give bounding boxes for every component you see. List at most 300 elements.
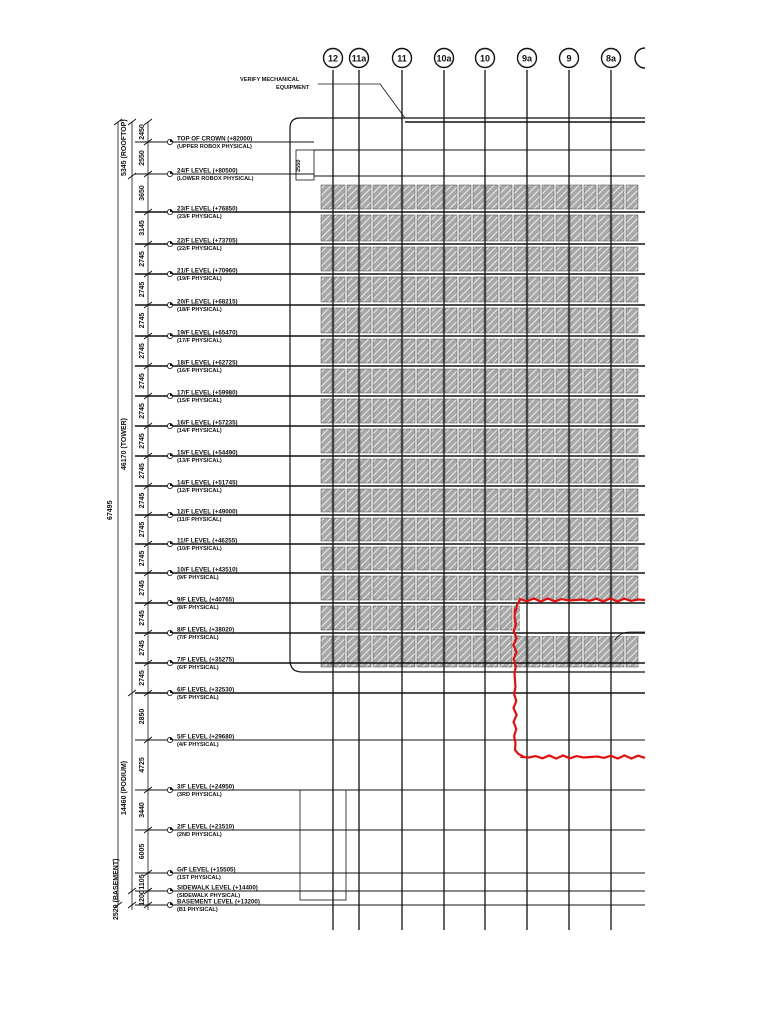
level-subtitle: (9/F PHYSICAL): [177, 575, 219, 581]
curtain-panel: [417, 215, 429, 241]
curtain-panel: [556, 489, 568, 512]
floor-dimension: 2745: [139, 610, 146, 626]
curtain-panel: [570, 489, 582, 512]
curtain-panel: [431, 185, 443, 209]
curtain-panel: [334, 459, 345, 483]
curtain-panel: [373, 185, 387, 209]
curtain-panel: [389, 459, 401, 483]
curtain-panel: [584, 185, 596, 209]
curtain-panel: [373, 547, 387, 570]
curtain-panel: [445, 247, 457, 271]
level-subtitle: (22/F PHYSICAL): [177, 246, 222, 252]
curtain-panel: [556, 518, 568, 541]
level-marker-fill: [170, 363, 173, 366]
curtain-panel: [403, 429, 415, 453]
curtain-panel: [626, 399, 638, 423]
curtain-panel: [321, 547, 332, 570]
curtain-panel: [431, 606, 443, 630]
curtain-panel: [570, 547, 582, 570]
curtain-panel: [528, 429, 540, 453]
level-subtitle: (2ND PHYSICAL): [177, 832, 222, 838]
curtain-panel: [347, 369, 358, 393]
curtain-panel: [321, 215, 332, 241]
floor-dimension: 2745: [139, 492, 146, 509]
curtain-panel: [417, 459, 429, 483]
curtain-panel: [514, 459, 526, 483]
curtain-panel: [417, 576, 429, 600]
curtain-panel: [389, 489, 401, 512]
curtain-panel: [459, 459, 471, 483]
level-subtitle: (B1 PHYSICAL): [177, 907, 218, 913]
curtain-panel: [598, 215, 610, 241]
curtain-panel: [570, 459, 582, 483]
floor-dimension: 2745: [139, 281, 146, 298]
curtain-panel: [612, 459, 624, 483]
curtain-panel: [473, 429, 484, 453]
level-subtitle: (18/F PHYSICAL): [177, 307, 222, 313]
zone-podium: 14460 (PODIUM): [121, 760, 128, 815]
podium-box: [300, 790, 346, 900]
level-marker-fill: [170, 423, 173, 426]
curtain-panel: [570, 399, 582, 423]
curtain-panel: [486, 606, 498, 630]
curtain-panel: [334, 606, 345, 630]
level-marker-fill: [170, 302, 173, 305]
level-title: 11/F LEVEL (+46255): [177, 537, 238, 545]
level-subtitle: (7/F PHYSICAL): [177, 635, 219, 641]
curtain-panel: [556, 369, 568, 393]
curtain-panel: [373, 339, 387, 363]
level-title: 9/F LEVEL (+40765): [177, 596, 235, 604]
level-title: 23/F LEVEL (+76850): [177, 205, 238, 213]
curtain-panel: [542, 369, 554, 393]
curtain-panel: [486, 247, 498, 271]
curtain-panel: [445, 369, 457, 393]
curtain-panel: [500, 369, 512, 393]
level-marker-fill: [170, 209, 173, 212]
curtain-panel: [598, 185, 610, 209]
grid-bubble-label: 12: [327, 53, 339, 64]
curtain-panel: [360, 339, 371, 363]
curtain-panel: [373, 518, 387, 541]
curtain-panel: [459, 429, 471, 453]
curtain-panel: [321, 277, 332, 302]
curtain-panel: [528, 399, 540, 423]
curtain-panel: [459, 185, 471, 209]
curtain-panel: [334, 518, 345, 541]
curtain-panel: [389, 185, 401, 209]
curtain-panel: [584, 459, 596, 483]
level-subtitle: (LOWER ROBOX PHYSICAL): [177, 176, 254, 182]
level-title: 6/F LEVEL (+32530): [177, 686, 235, 694]
level-marker-fill: [170, 393, 173, 396]
curtain-panel: [598, 518, 610, 541]
curtain-panel: [598, 339, 610, 363]
curtain-panel: [431, 459, 443, 483]
level-marker-fill: [170, 690, 173, 693]
curtain-panel: [347, 277, 358, 302]
curtain-panel: [542, 185, 554, 209]
curtain-panel: [514, 518, 526, 541]
curtain-panel: [626, 489, 638, 512]
level-marker-fill: [170, 787, 173, 790]
curtain-panel: [431, 339, 443, 363]
curtain-panel: [598, 247, 610, 271]
curtain-panel: [584, 518, 596, 541]
curtain-panel: [473, 489, 484, 512]
curtain-panel: [459, 606, 471, 630]
level-marker-fill: [170, 600, 173, 603]
curtain-panel: [389, 429, 401, 453]
curtain-panel: [556, 215, 568, 241]
curtain-panel: [514, 576, 526, 600]
curtain-panel: [347, 215, 358, 241]
curtain-panel: [612, 215, 624, 241]
curtain-panel: [570, 185, 582, 209]
curtain-panel: [584, 399, 596, 423]
curtain-panel: [514, 399, 526, 423]
curtain-panel: [500, 308, 512, 333]
curtain-panel: [570, 247, 582, 271]
curtain-panel: [417, 247, 429, 271]
level-marker-fill: [170, 902, 173, 905]
curtain-panel: [514, 489, 526, 512]
curtain-panel: [570, 277, 582, 302]
curtain-panel: [347, 489, 358, 512]
curtain-panel: [403, 247, 415, 271]
curtain-panel: [514, 429, 526, 453]
curtain-panel: [626, 215, 638, 241]
curtain-panel: [445, 459, 457, 483]
level-title: 15/F LEVEL (+54490): [177, 449, 238, 457]
curtain-panel: [473, 606, 484, 630]
grid-bubble-label: 11a: [351, 53, 367, 64]
floor-dimension: 2745: [139, 640, 146, 656]
floor-dimension: 2745: [139, 670, 146, 686]
curtain-panel: [417, 339, 429, 363]
curtain-panel: [373, 308, 387, 333]
curtain-panel: [403, 606, 415, 630]
level-title: 8/F LEVEL (+38020): [177, 626, 235, 634]
curtain-panel: [459, 308, 471, 333]
curtain-panel: [612, 277, 624, 302]
curtain-panel: [486, 518, 498, 541]
curtain-panel: [473, 547, 484, 570]
floor-dimension: 4725: [139, 757, 146, 773]
curtain-panel: [334, 399, 345, 423]
curtain-panel: [500, 399, 512, 423]
curtain-panel: [389, 339, 401, 363]
curtain-panel: [473, 369, 484, 393]
grid-bubble-label: 8a: [605, 53, 617, 64]
level-subtitle: (12/F PHYSICAL): [177, 488, 222, 494]
floor-dimension: 3145: [139, 220, 146, 236]
curtain-panel: [486, 429, 498, 453]
curtain-panel: [514, 547, 526, 570]
curtain-panel: [612, 489, 624, 512]
grid-bubble-label: 9: [566, 53, 572, 64]
curtain-panel: [486, 339, 498, 363]
level-marker-fill: [170, 888, 173, 891]
curtain-panel: [334, 277, 345, 302]
curtain-panel: [459, 247, 471, 271]
level-subtitle: (5/F PHYSICAL): [177, 695, 219, 701]
curtain-panel: [445, 215, 457, 241]
curtain-panel: [445, 429, 457, 453]
curtain-panel: [403, 185, 415, 209]
curtain-panel: [459, 277, 471, 302]
curtain-panel: [321, 185, 332, 209]
curtain-panel: [403, 369, 415, 393]
level-subtitle: (23/F PHYSICAL): [177, 214, 222, 220]
zone-basement: 2520 (BASEMENT): [113, 858, 120, 920]
curtain-panel: [598, 277, 610, 302]
curtain-panel: [403, 576, 415, 600]
curtain-panel: [445, 399, 457, 423]
level-subtitle: (14/F PHYSICAL): [177, 428, 222, 434]
curtain-panel: [389, 369, 401, 393]
floor-dimension: 2745: [139, 403, 146, 419]
curtain-panel: [626, 459, 638, 483]
curtain-panel: [473, 247, 484, 271]
curtain-panel: [612, 518, 624, 541]
level-marker-fill: [170, 660, 173, 663]
level-title: 12/F LEVEL (+49000): [177, 508, 238, 516]
curtain-panel: [598, 489, 610, 512]
curtain-panel: [360, 247, 371, 271]
curtain-panel: [528, 215, 540, 241]
curtain-panel: [626, 339, 638, 363]
floor-dimension: 2745: [139, 521, 146, 538]
curtain-panel: [445, 518, 457, 541]
curtain-panel: [431, 247, 443, 271]
curtain-panel: [612, 369, 624, 393]
zone-tower: 46170 (TOWER): [121, 418, 128, 470]
floor-dimension: 2745: [139, 433, 146, 449]
curtain-panel: [373, 459, 387, 483]
curtain-panel: [626, 547, 638, 570]
curtain-panel: [459, 547, 471, 570]
curtain-panel: [347, 339, 358, 363]
curtain-panel: [500, 459, 512, 483]
curtain-panel: [612, 247, 624, 271]
level-title: G/F LEVEL (+15505): [177, 866, 236, 874]
curtain-panel: [626, 576, 638, 600]
curtain-panel: [584, 369, 596, 393]
curtain-panel: [528, 489, 540, 512]
curtain-panel: [373, 369, 387, 393]
grid-bubble-label: 10: [479, 53, 491, 64]
level-subtitle: (8/F PHYSICAL): [177, 605, 219, 611]
curtain-panel: [542, 247, 554, 271]
curtain-panel: [373, 247, 387, 271]
curtain-panel: [473, 308, 484, 333]
level-marker-fill: [170, 827, 173, 830]
curtain-panel: [486, 576, 498, 600]
curtain-panel: [417, 185, 429, 209]
mechanical-callout: [240, 77, 405, 118]
curtain-panel: [347, 518, 358, 541]
level-title: SIDEWALK LEVEL (+14400): [177, 884, 258, 892]
curtain-panel: [486, 185, 498, 209]
curtain-panel: [598, 308, 610, 333]
curtain-panel: [389, 518, 401, 541]
curtain-panel: [626, 429, 638, 453]
side-note: 2550: [296, 159, 302, 172]
curtain-panel: [459, 369, 471, 393]
curtain-panel: [556, 339, 568, 363]
level-title: 22/F LEVEL (+73705): [177, 237, 238, 245]
curtain-panel: [373, 576, 387, 600]
floor-dimension: 1105: [139, 874, 146, 890]
curtain-panel: [473, 399, 484, 423]
curtain-panel: [556, 247, 568, 271]
curtain-panel: [570, 369, 582, 393]
curtain-panel: [570, 576, 582, 600]
curtain-panel: [514, 308, 526, 333]
level-subtitle: (16/F PHYSICAL): [177, 368, 222, 374]
curtain-panel: [584, 247, 596, 271]
curtain-panel: [334, 339, 345, 363]
curtain-panel: [473, 339, 484, 363]
floor-dimension: 6005: [139, 843, 146, 860]
curtain-panel: [626, 185, 638, 209]
curtain-panel: [459, 489, 471, 512]
floor-dimension: 2745: [139, 251, 146, 267]
curtain-panel: [321, 606, 332, 630]
curtain-panel: [584, 308, 596, 333]
curtain-panel: [431, 308, 443, 333]
curtain-panel: [486, 547, 498, 570]
curtain-panel: [473, 277, 484, 302]
curtain-panel: [514, 247, 526, 271]
curtain-panel: [542, 215, 554, 241]
curtain-panel: [612, 429, 624, 453]
curtain-panel: [556, 185, 568, 209]
curtain-panel: [626, 247, 638, 271]
level-subtitle: (19/F PHYSICAL): [177, 276, 222, 282]
curtain-panel: [584, 547, 596, 570]
curtain-panel: [514, 215, 526, 241]
zone-overall: 67495: [107, 500, 114, 520]
floor-dimension: 3440: [139, 802, 146, 818]
curtain-panel: [347, 185, 358, 209]
curtain-panel: [347, 547, 358, 570]
level-subtitle: (3RD PHYSICAL): [177, 792, 222, 798]
curtain-panel: [473, 518, 484, 541]
curtain-panel: [334, 185, 345, 209]
callout-line-1: VERIFY MECHANICAL: [240, 77, 300, 83]
level-marker-fill: [170, 241, 173, 244]
curtain-panel: [570, 518, 582, 541]
curtain-panel: [542, 429, 554, 453]
curtain-panel: [389, 399, 401, 423]
curtain-panel: [389, 606, 401, 630]
curtain-panel: [347, 308, 358, 333]
curtain-panel: [431, 518, 443, 541]
curtain-panel: [360, 459, 371, 483]
curtain-panel: [334, 576, 345, 600]
curtain-panel: [626, 369, 638, 393]
curtain-panel: [542, 518, 554, 541]
curtain-panel: [360, 489, 371, 512]
curtain-panel: [486, 489, 498, 512]
curtain-panel: [347, 459, 358, 483]
curtain-panel: [542, 399, 554, 423]
level-marker-fill: [170, 333, 173, 336]
curtain-panel: [528, 369, 540, 393]
curtain-panel: [473, 215, 484, 241]
curtain-panel: [500, 185, 512, 209]
curtain-panel: [431, 277, 443, 302]
curtain-panel: [542, 459, 554, 483]
curtain-panel: [459, 339, 471, 363]
curtain-panel: [500, 606, 512, 630]
curtain-panel: [570, 308, 582, 333]
callout-line-2: EQUIPMENT: [276, 85, 310, 91]
curtain-panel: [431, 429, 443, 453]
curtain-panel: [486, 399, 498, 423]
curtain-panel: [360, 185, 371, 209]
grid-bubble-label: 10a: [436, 53, 452, 64]
curtain-panel: [347, 606, 358, 630]
curtain-panel: [542, 339, 554, 363]
zone-rooftop: 5345 (ROOFTOP): [121, 119, 128, 176]
curtain-panel: [626, 277, 638, 302]
curtain-panel: [598, 547, 610, 570]
floor-dimension: 2745: [139, 373, 146, 389]
curtain-panel: [598, 576, 610, 600]
curtain-panel: [403, 215, 415, 241]
curtain-panel: [598, 399, 610, 423]
curtain-panel: [334, 547, 345, 570]
level-marker-fill: [170, 630, 173, 633]
curtain-panel: [528, 247, 540, 271]
curtain-panel: [556, 547, 568, 570]
curtain-panel: [528, 576, 540, 600]
level-subtitle: (6/F PHYSICAL): [177, 665, 219, 671]
curtain-panel: [334, 308, 345, 333]
curtain-panel: [373, 399, 387, 423]
curtain-panel: [417, 606, 429, 630]
level-title: 16/F LEVEL (+57235): [177, 419, 238, 427]
curtain-panel: [347, 399, 358, 423]
curtain-panel: [417, 489, 429, 512]
floor-dimension: 2745: [139, 312, 146, 329]
curtain-panel: [403, 308, 415, 333]
curtain-panel: [445, 339, 457, 363]
curtain-panel: [417, 518, 429, 541]
curtain-panel: [445, 547, 457, 570]
curtain-panel: [360, 277, 371, 302]
curtain-panel: [473, 459, 484, 483]
curtain-panel: [445, 489, 457, 512]
curtain-panel: [584, 277, 596, 302]
curtain-panel: [321, 369, 332, 393]
curtain-panel: [556, 399, 568, 423]
callout-leader: [318, 84, 405, 118]
curtain-panel: [373, 606, 387, 630]
curtain-panel: [334, 247, 345, 271]
level-marker-fill: [170, 570, 173, 573]
level-title: 14/F LEVEL (+51745): [177, 479, 238, 487]
curtain-panel: [500, 429, 512, 453]
level-marker-fill: [170, 870, 173, 873]
curtain-panel: [373, 489, 387, 512]
level-marker-fill: [170, 737, 173, 740]
curtain-panel: [360, 547, 371, 570]
level-title: 17/F LEVEL (+59980): [177, 389, 238, 397]
